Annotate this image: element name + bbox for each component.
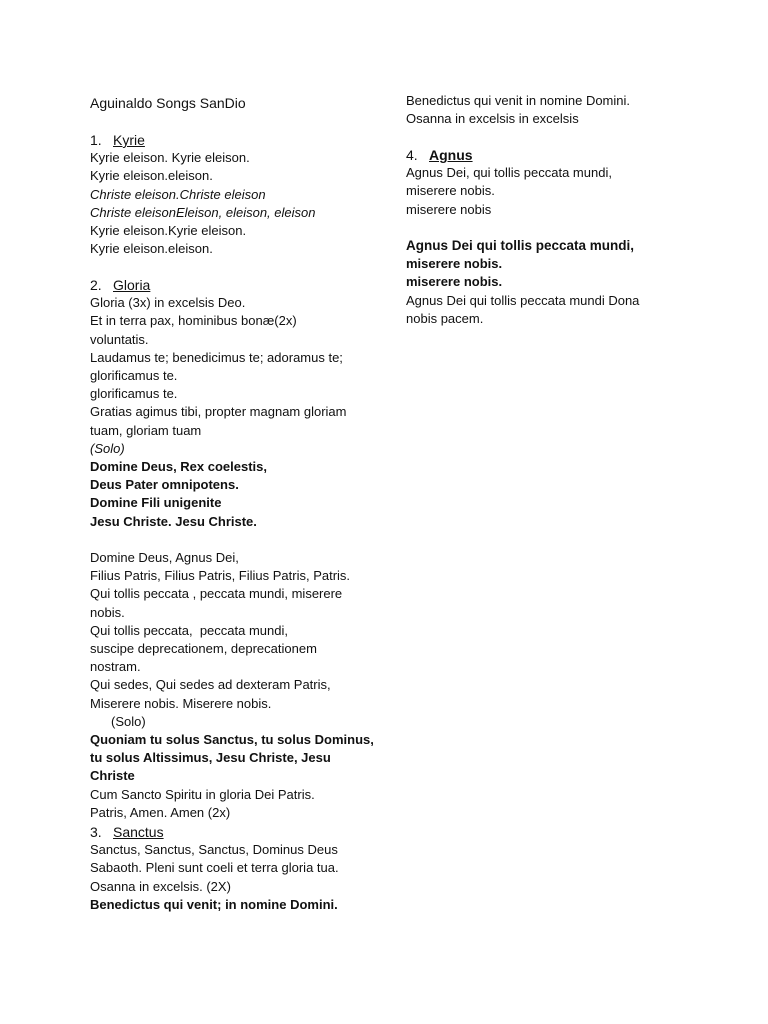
sanctus-continued <box>406 92 671 128</box>
lyric-line: Miserere nobis. Miserere nobis. <box>90 695 272 711</box>
lyric-line: voluntatis. <box>90 331 149 347</box>
lyric-line: Sabaoth. Pleni sunt coeli et terra gloria tua. <box>90 860 339 876</box>
lyric-line: Christe eleisonEleison, eleison, eleison <box>90 204 316 220</box>
section-title: Kyrie <box>113 132 145 148</box>
lyric-line: Laudamus te; benedicimus te; adoramus te; <box>90 349 343 365</box>
section-agnus <box>406 146 671 328</box>
lyric-line: miserere nobis. <box>406 256 503 272</box>
lyric-line: Agnus Dei qui tollis peccata mundi, <box>406 238 635 254</box>
lyric-line: nobis pacem. <box>406 310 484 326</box>
section-sanctus <box>90 823 375 914</box>
section-title: Agnus <box>429 147 473 163</box>
lyric-line: Benedictus qui venit; in nomine Domini. <box>90 896 338 912</box>
section-number: 3. <box>90 824 102 840</box>
section-title: Gloria <box>113 277 151 293</box>
lyric-line: nostram. <box>90 659 141 675</box>
lyric-line: Agnus Dei, qui tollis peccata mundi, <box>406 165 612 181</box>
section-heading <box>90 131 375 149</box>
lyric-line: Domine Deus, Agnus Dei, <box>90 550 239 566</box>
section-heading <box>90 823 375 841</box>
lyric-line: Osanna in excelsis in excelsis <box>406 111 579 127</box>
blank-line <box>90 531 375 549</box>
lyric-line: Et in terra pax, hominibus bonæ(2x) <box>90 313 297 329</box>
document-title: Aguinaldo Songs SanDio <box>90 95 246 111</box>
lyric-line: Qui tollis peccata , peccata mundi, miserere <box>90 586 343 602</box>
section-kyrie <box>90 131 375 258</box>
lyric-line: Cum Sancto Spiritu in gloria Dei Patris. <box>90 786 315 802</box>
lyric-line: Kyrie eleison.eleison. <box>90 168 213 184</box>
lyric-line: (Solo) <box>90 440 125 456</box>
lyric-line: Filius Patris, Filius Patris, Filius Patris, Patris. <box>90 568 351 584</box>
lyric-line: glorificamus te. <box>90 368 178 384</box>
lyric-line: Quoniam tu solus Sanctus, tu solus Dominus, <box>90 732 374 748</box>
lyric-line: Benedictus qui venit in nomine Domini. <box>406 93 631 108</box>
lyric-line: Patris, Amen. Amen (2x) <box>90 804 231 820</box>
lyric-line: glorificamus te. <box>90 386 178 402</box>
lyric-line: suscipe deprecationem, deprecationem <box>90 641 317 657</box>
lyric-line: Christe eleison.Christe eleison <box>90 186 266 202</box>
section-number: 4. <box>406 147 418 163</box>
lyric-line: Gloria (3x) in excelsis Deo. <box>90 295 246 311</box>
lyric-line: Kyrie eleison.Kyrie eleison. <box>90 223 247 239</box>
lyric-line: Qui tollis peccata, peccata mundi, <box>90 622 288 638</box>
lyric-line: Osanna in excelsis. (2X) <box>90 878 231 894</box>
section-heading <box>406 146 671 164</box>
lyric-line: nobis. <box>90 604 125 620</box>
lyric-line: tuam, gloriam tuam <box>90 422 202 438</box>
lyric-line: miserere nobis. <box>406 274 503 290</box>
lyric-line: tu solus Altissimus, Jesu Christe, Jesu Christe <box>90 750 335 784</box>
section-number: 1. <box>90 132 102 148</box>
section-title: Sanctus <box>113 824 164 840</box>
lyric-line: Domine Fili unigenite <box>90 495 222 511</box>
lyric-line: Deus Pater omnipotens. <box>90 477 239 493</box>
lyric-line: miserere nobis. <box>406 183 495 199</box>
section-heading <box>90 276 375 294</box>
lyric-line: Sanctus, Sanctus, Sanctus, Dominus Deus <box>90 842 338 858</box>
lyric-line: (Solo) <box>111 713 146 729</box>
lyric-line: Kyrie eleison.eleison. <box>90 241 213 257</box>
lyric-line: miserere nobis <box>406 201 492 217</box>
section-number: 2. <box>90 277 102 293</box>
lyric-line: Qui sedes, Qui sedes ad dexteram Patris, <box>90 677 331 693</box>
lyric-line: Domine Deus, Rex coelestis, <box>90 459 268 475</box>
lyric-line: Jesu Christe. Jesu Christe. <box>90 513 257 529</box>
blank-line <box>406 219 671 237</box>
lyric-line: Agnus Dei qui tollis peccata mundi Dona <box>406 292 640 308</box>
section-gloria <box>90 276 375 822</box>
lyric-line: Gratias agimus tibi, propter magnam gloriam <box>90 404 347 420</box>
lyric-line: Kyrie eleison. Kyrie eleison. <box>90 150 250 166</box>
